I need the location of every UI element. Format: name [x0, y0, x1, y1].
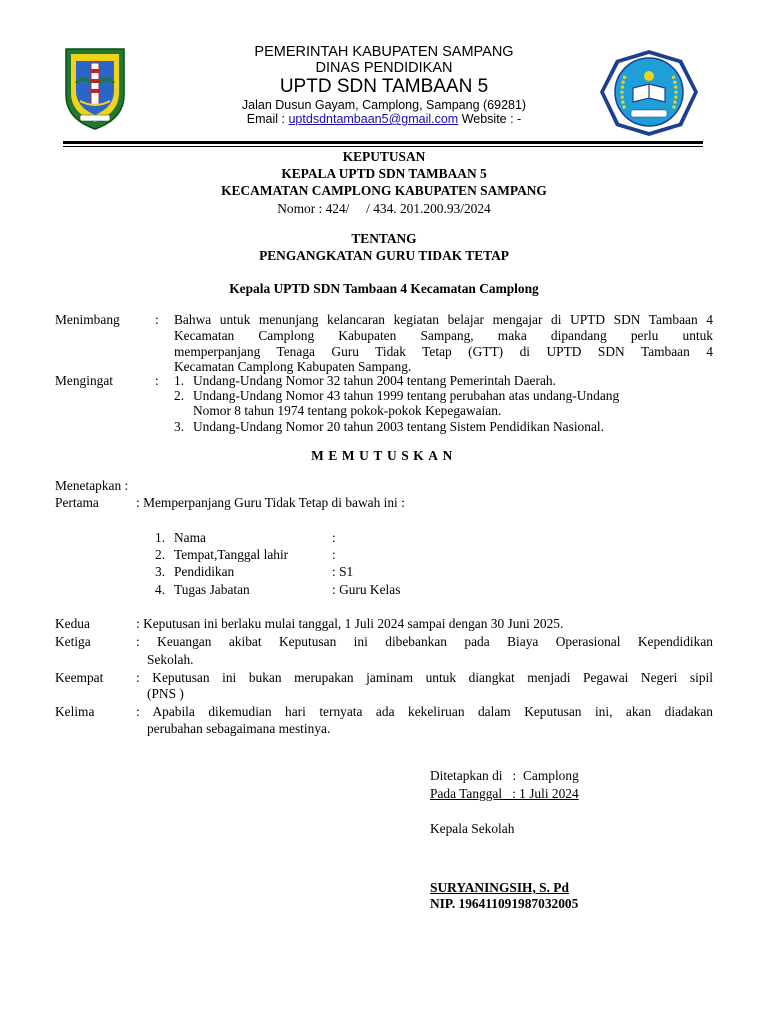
decree-title: KEPUTUSAN	[342, 149, 426, 164]
website-label: Website : -	[458, 112, 522, 126]
ketiga-line-1: : Keuangan akibat Keputusan ini dibebankan pada Biaya Operasional Kependidikan	[136, 634, 713, 649]
menimbang-colon: :	[155, 312, 159, 327]
mengingat-item-1: Undang-Undang Nomor 32 tahun 2004 tentang Pemerintah Daerah.	[193, 373, 556, 388]
kelima-label: Kelima	[55, 704, 95, 719]
menimbang-label: Menimbang	[55, 312, 120, 327]
contact-line	[200, 112, 568, 126]
signatory-name: SURYANINGSIH, S. Pd	[430, 880, 569, 895]
field-1-value: :	[332, 530, 336, 545]
kedua-label: Kedua	[55, 616, 90, 631]
signature-position: Kepala Sekolah	[430, 821, 515, 836]
field-2-number: 2.	[155, 547, 166, 562]
menimbang-line-4: Kecamatan Camplong Kabupaten Sampang.	[174, 359, 412, 374]
decree-number: Nomor : 424/ / 434. 201.200.93/2024	[277, 201, 491, 216]
mengingat-item-3: Undang-Undang Nomor 20 tahun 2003 tentang Sistem Pendidikan Nasional.	[193, 419, 604, 434]
mengingat-item-1-number: 1.	[174, 373, 185, 388]
email-label: Email :	[246, 112, 289, 126]
menimbang-line-3: memperpanjang Tenaga Guru Tidak Tetap (GTT) di UPTD SDN Tambaan 4	[174, 344, 713, 359]
field-2-label: Tempat,Tanggal lahir	[174, 547, 289, 562]
menimbang-line-1: Bahwa untuk menunjang kelancaran kegiatan belajar mengajar di UPTD SDN Tambaan 4	[174, 312, 713, 327]
pertama-text: : Memperpanjang Guru Tidak Tetap di bawah ini :	[136, 495, 405, 510]
keempat-line-2: (PNS )	[147, 686, 184, 701]
kelima-line-2: perubahan sebagaimana mestinya.	[147, 721, 331, 736]
field-4-label: Tugas Jabatan	[174, 582, 250, 597]
mengingat-item-3-number: 3.	[174, 419, 185, 434]
field-3-number: 3.	[155, 564, 166, 579]
mengingat-item-2-number: 2.	[174, 388, 185, 403]
tentang-label: TENTANG	[351, 231, 417, 246]
school-name: UPTD SDN TAMBAAN 5	[279, 76, 489, 97]
mengingat-colon: :	[155, 373, 159, 388]
field-3-label: Pendidikan	[174, 564, 235, 579]
letterhead	[200, 44, 568, 126]
kelima-line-1: : Apabila dikemudian hari ternyata ada kekeliruan dalam Keputusan ini, akan diadakan	[136, 704, 713, 719]
mengingat-item-2-line-2: Nomor 8 tahun 1974 tentang pokok-pokok Kepegawaian.	[193, 403, 502, 418]
mengingat-label: Mengingat	[55, 373, 114, 388]
field-3-value: : S1	[332, 564, 354, 579]
keempat-label: Keempat	[55, 670, 104, 685]
keempat-line-1: : Keputusan ini bukan merupakan jaminam untuk diangkat menjadi Pegawai Negeri sipil	[136, 670, 713, 685]
letterhead-divider-thin	[63, 146, 703, 147]
government-name: PEMERINTAH KABUPATEN SAMPANG	[254, 44, 514, 60]
email-link[interactable]: uptdsdntambaan5@gmail.com	[288, 112, 459, 126]
memutuskan-heading: MEMUTUSKAN	[311, 448, 457, 463]
school-address: Jalan Dusun Gayam, Camplong, Sampang (69281)	[241, 98, 527, 112]
letterhead-divider-thick	[63, 141, 703, 144]
ketiga-label: Ketiga	[55, 634, 91, 649]
decree-issuer: Kepala UPTD SDN Tambaan 4 Kecamatan Camplong	[229, 281, 539, 296]
sampang-emblem-logo	[62, 43, 128, 131]
field-1-number: 1.	[155, 530, 166, 545]
decree-subject: PENGANGKATAN GURU TIDAK TETAP	[259, 248, 509, 263]
decree-subtitle-2: KECAMATAN CAMPLONG KABUPATEN SAMPANG	[221, 183, 547, 198]
field-4-number: 4.	[155, 582, 166, 597]
signature-date: Pada Tanggal : 1 Juli 2024	[430, 786, 579, 801]
mengingat-item-2-line-1: Undang-Undang Nomor 43 tahun 1999 tentang perubahan atas undang-Undang	[193, 388, 620, 403]
menimbang-line-2: Kecamatan Camplong Kabupaten Sampang, maka dipandang perlu untuk	[174, 328, 713, 343]
department-name: DINAS PENDIDIKAN	[315, 60, 453, 76]
kedua-text: : Keputusan ini berlaku mulai tanggal, 1 Juli 2024 sampai dengan 30 Juni 2025.	[136, 616, 564, 631]
field-2-value: :	[332, 547, 336, 562]
tut-wuri-handayani-logo	[597, 48, 701, 138]
signature-place: Ditetapkan di : Camplong	[430, 768, 579, 783]
field-4-value: : Guru Kelas	[332, 582, 401, 597]
menetapkan-label: Menetapkan :	[55, 478, 129, 493]
ketiga-line-2: Sekolah.	[147, 652, 194, 667]
decree-subtitle-1: KEPALA UPTD SDN TAMBAAN 5	[281, 166, 487, 181]
field-1-label: Nama	[174, 530, 206, 545]
pertama-label: Pertama	[55, 495, 99, 510]
signatory-nip: NIP. 196411091987032005	[430, 896, 579, 911]
